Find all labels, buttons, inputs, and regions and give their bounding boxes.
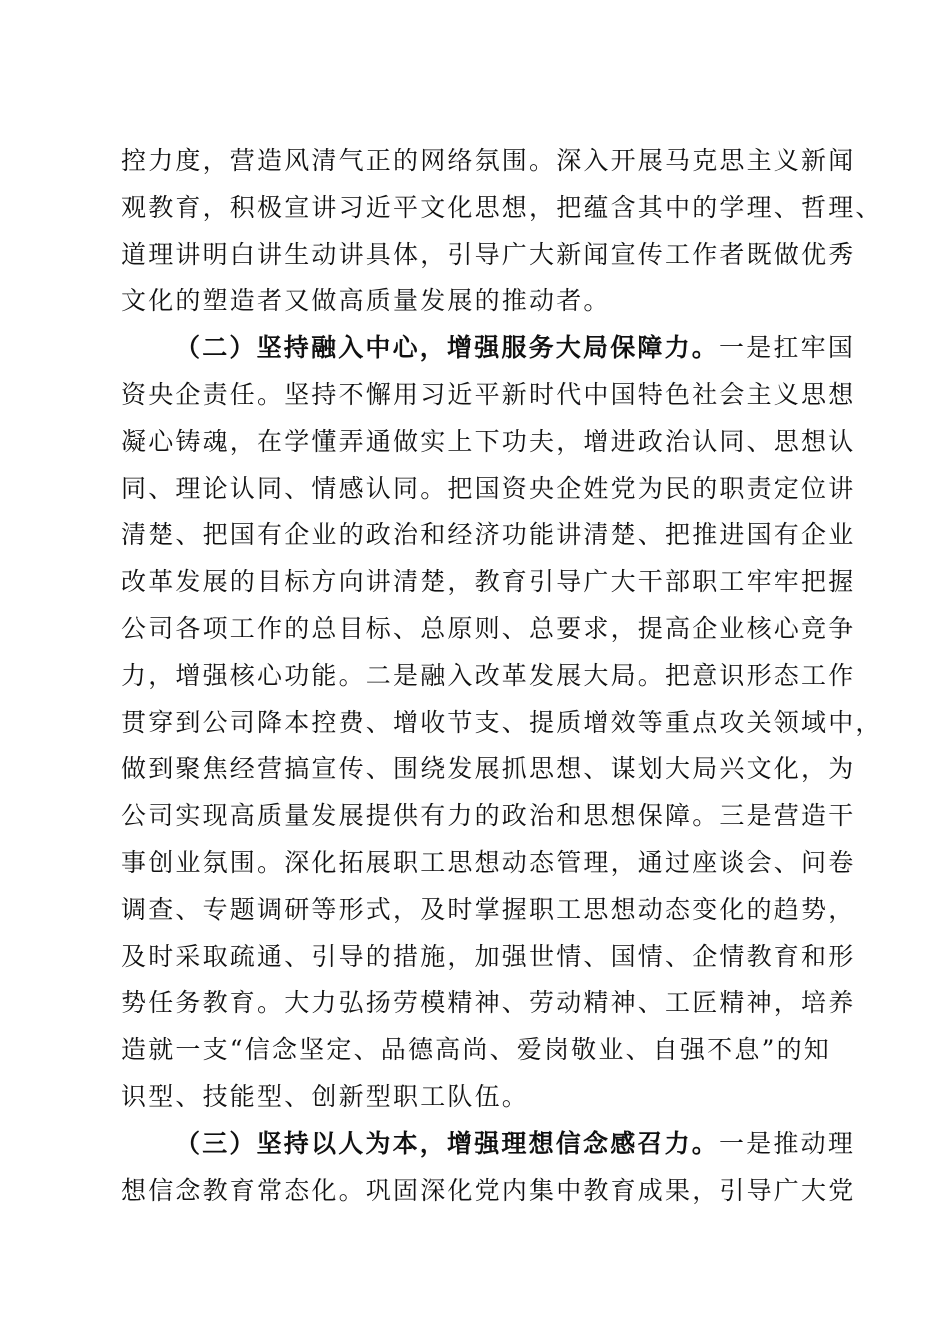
section-2-heading: （二）坚持融入中心，增强服务大局保障力。	[175, 333, 720, 363]
paragraph-3-first-line-text: 一是推动理	[719, 1128, 856, 1158]
paragraph-2-line: 造就一支“信念坚定、品德高尚、爱岗敬业、自强不息”的知	[121, 1035, 831, 1065]
paragraph-2-line: 力，增强核心功能。二是融入改革发展大局。把意识形态工作	[121, 660, 856, 690]
paragraph-2-line: 清楚、把国有企业的政治和经济功能讲清楚、把推进国有企业	[121, 520, 856, 550]
paragraph-2-first-line-text: 一是扛牢国	[719, 333, 856, 363]
paragraph-2-line: 事创业氛围。深化拓展职工思想动态管理，通过座谈会、问卷	[121, 847, 856, 877]
paragraph-2-line: 及时采取疏通、引导的措施，加强世情、国情、企情教育和形	[121, 941, 856, 971]
paragraph-3-first-line	[121, 1121, 856, 1168]
paragraph-1-line: 道理讲明白讲生动讲具体，引导广大新闻宣传工作者既做优秀	[121, 239, 856, 269]
paragraph-1-line: 文化的塑造者又做高质量发展的推动者。	[121, 286, 611, 316]
paragraph-2-line: 势任务教育。大力弘扬劳模精神、劳动精神、工匠精神，培养	[121, 988, 856, 1018]
paragraph-1-line: 控力度，营造风清气正的网络氛围。深入开展马克思主义新闻	[121, 146, 856, 175]
paragraph-3-line: 想信念教育常态化。巩固深化党内集中教育成果，引导广大党	[121, 1175, 856, 1205]
paragraph-2-line: 调查、专题调研等形式，及时掌握职工思想动态变化的趋势，	[121, 894, 856, 924]
paragraph-2-line: 公司各项工作的总目标、总原则、总要求，提高企业核心竞争	[121, 613, 856, 643]
paragraph-1-line: 观教育，积极宣讲习近平文化思想，把蕴含其中的学理、哲理、	[121, 192, 883, 222]
paragraph-2-first-line	[121, 325, 856, 372]
paragraph-2-line: 资央企责任。坚持不懈用习近平新时代中国特色社会主义思想	[121, 379, 856, 409]
paragraph-2-line: 同、理论认同、情感认同。把国资央企姓党为民的职责定位讲	[121, 473, 856, 503]
document-body	[121, 138, 883, 1214]
paragraph-2-line: 改革发展的目标方向讲清楚，教育引导广大干部职工牢牢把握	[121, 567, 856, 597]
paragraph-2-line: 公司实现高质量发展提供有力的政治和思想保障。三是营造干	[121, 801, 856, 831]
section-3-heading: （三）坚持以人为本，增强理想信念感召力。	[175, 1128, 720, 1158]
paragraph-2-line: 贯穿到公司降本控费、增收节支、提质增效等重点攻关领域中，	[121, 707, 883, 737]
paragraph-2-line: 识型、技能型、创新型职工队伍。	[121, 1081, 530, 1111]
paragraph-2-line: 做到聚焦经营搞宣传、围绕发展抓思想、谋划大局兴文化，为	[121, 754, 856, 784]
paragraph-2-line: 凝心铸魂，在学懂弄通做实上下功夫，增进政治认同、思想认	[121, 426, 856, 456]
